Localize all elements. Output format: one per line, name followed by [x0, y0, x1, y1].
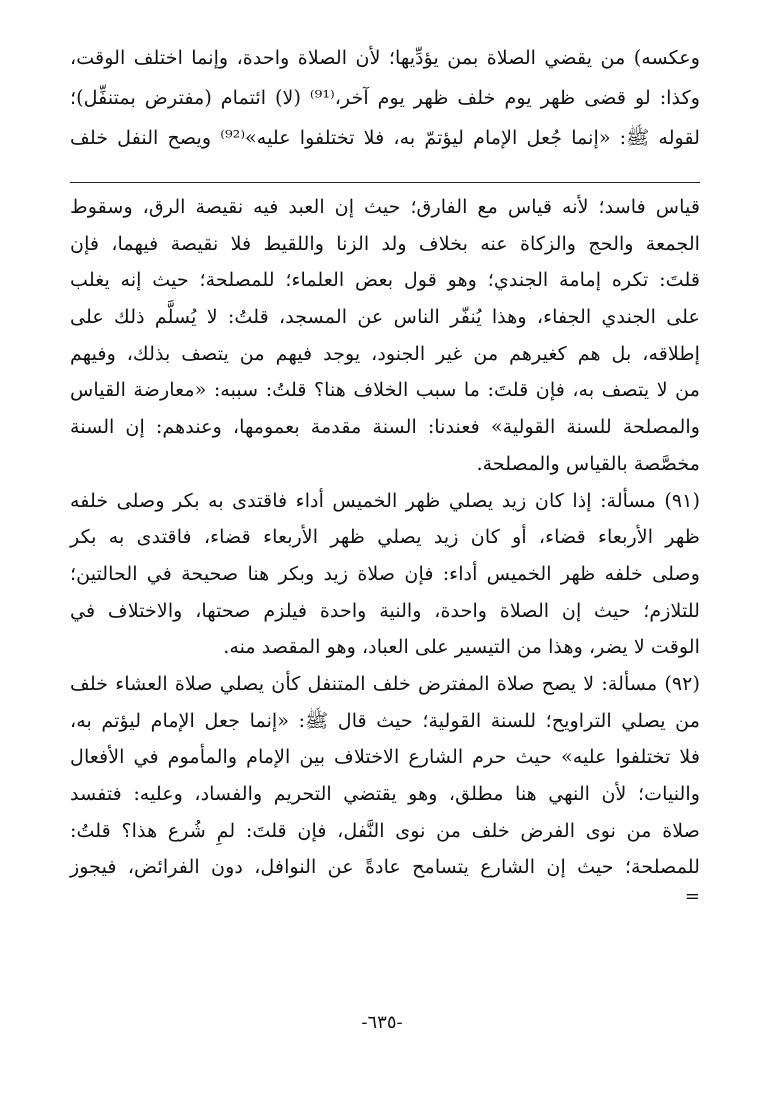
main-text [70, 38, 700, 158]
footnote-line: إطلاقه، بل هم كغيرهم من غير الجنود، يوجد فيهم من يتصف بذلك، وفيهم [70, 341, 700, 365]
footnote-91-line: (٩١) مسألة: إذا كان زيد يصلي ظهر الخميس أداء فاقتدى به بكر وصلى خلفه [70, 488, 700, 512]
footnote-line: على الجندي الجفاء، وهذا يُنفّر الناس عن المسجد، قلتُ: لا يُسلَّم ذلك على [70, 305, 700, 329]
footnote-line: ظهر الأربعاء قضاء، أو كان زيد يصلي ظهر الأربعاء قضاء، فاقتدى به بكر [70, 525, 700, 549]
footnote-line: الوقت لا يضر، وهذا من التيسير على العباد، وهو المقصد منه. [223, 635, 700, 659]
page-number: -٦٣٥- [361, 1012, 403, 1033]
page-body [70, 38, 700, 908]
main-line: وعكسه) من يقضي الصلاة بمن يؤدِّيها؛ لأن الصلاة واحدة، وإنما اختلف الوقت، [70, 46, 700, 69]
footnote-line: صلاة من نوى الفرض خلف من نوى النَّفل، فإن قلتَ: لمِ شُرع هذا؟ قلتُ: [70, 818, 700, 842]
footnote-line: وصلى خلفه ظهر الخميس أداء: فإن صلاة زيد وبكر هنا صحيحة في الحالتين؛ [70, 561, 700, 585]
footnotes [70, 189, 700, 908]
main-line: لقوله ﷺ: «إنما جُعل الإمام ليؤتمّ به، فلا تختلفوا عليه»⁽⁹²⁾ ويصح النفل خلف [70, 126, 701, 149]
footnote-line: مخصَّصة بالقياس والمصلحة. [476, 451, 700, 475]
footnote-line: من يصلي التراويح؛ للسنة القولية؛ حيث قال ﷺ: «إنما جعل الإمام ليؤتم به، [70, 708, 700, 732]
footnote-line: والمصلحة للسنة القولية» فعندنا: السنة مقدمة بعمومها، وعندهم: إن السنة [70, 415, 700, 439]
main-line: وكذا: لو قضى ظهر يوم خلف ظهر يوم آخر،⁽⁹¹⁾ (لا) ائتمام (مفترض بمتنفِّل)؛ [70, 86, 700, 109]
footnote-line: قياس فاسد؛ لأنه قياس مع الفارق؛ حيث إن العبد فيه نقيصة الرق، وسقوط [70, 195, 700, 218]
footnote-line: والنيات؛ لأن النهي هنا مطلق، وهو يقتضي التحريم والفساد، وعليه: فتفسد [70, 782, 700, 805]
footnote-92-line: (٩٢) مسألة: لا يصح صلاة المفترض خلف المتنفل كأن يصلي صلاة العشاء خلف [70, 671, 700, 695]
continuation-mark: = [684, 886, 700, 908]
footnote-line: من لا يتصف به، فإن قلتَ: ما سبب الخلاف هنا؟ قلتُ: سببه: «معارضة القياس [70, 378, 700, 402]
footnote-line: قلتَ: تكره إمامة الجندي؛ وهو قول بعض العلماء؛ للمصلحة؛ حيث إنه يغلب [70, 268, 700, 292]
footnote-separator [70, 182, 700, 183]
footnote-line: الجمعة والحج والزكاة عنه بخلاف ولد الزنا واللقيط فلا نقيصة فيهما، فإن [70, 231, 700, 255]
footnote-line: فلا تختلفوا عليه» حيث حرم الشارع الاختلاف بين الإمام والمأموم في الأفعال [70, 745, 700, 769]
footnote-line: للتلازم؛ حيث إن الصلاة واحدة، والنية واحدة فيلزم صحتها، والاختلاف في [70, 598, 700, 622]
footnote-line: للمصلحة؛ حيث إن الشارع يتسامح عادةً عن النوافل، دون الفرائض، فيجوز [70, 855, 700, 879]
